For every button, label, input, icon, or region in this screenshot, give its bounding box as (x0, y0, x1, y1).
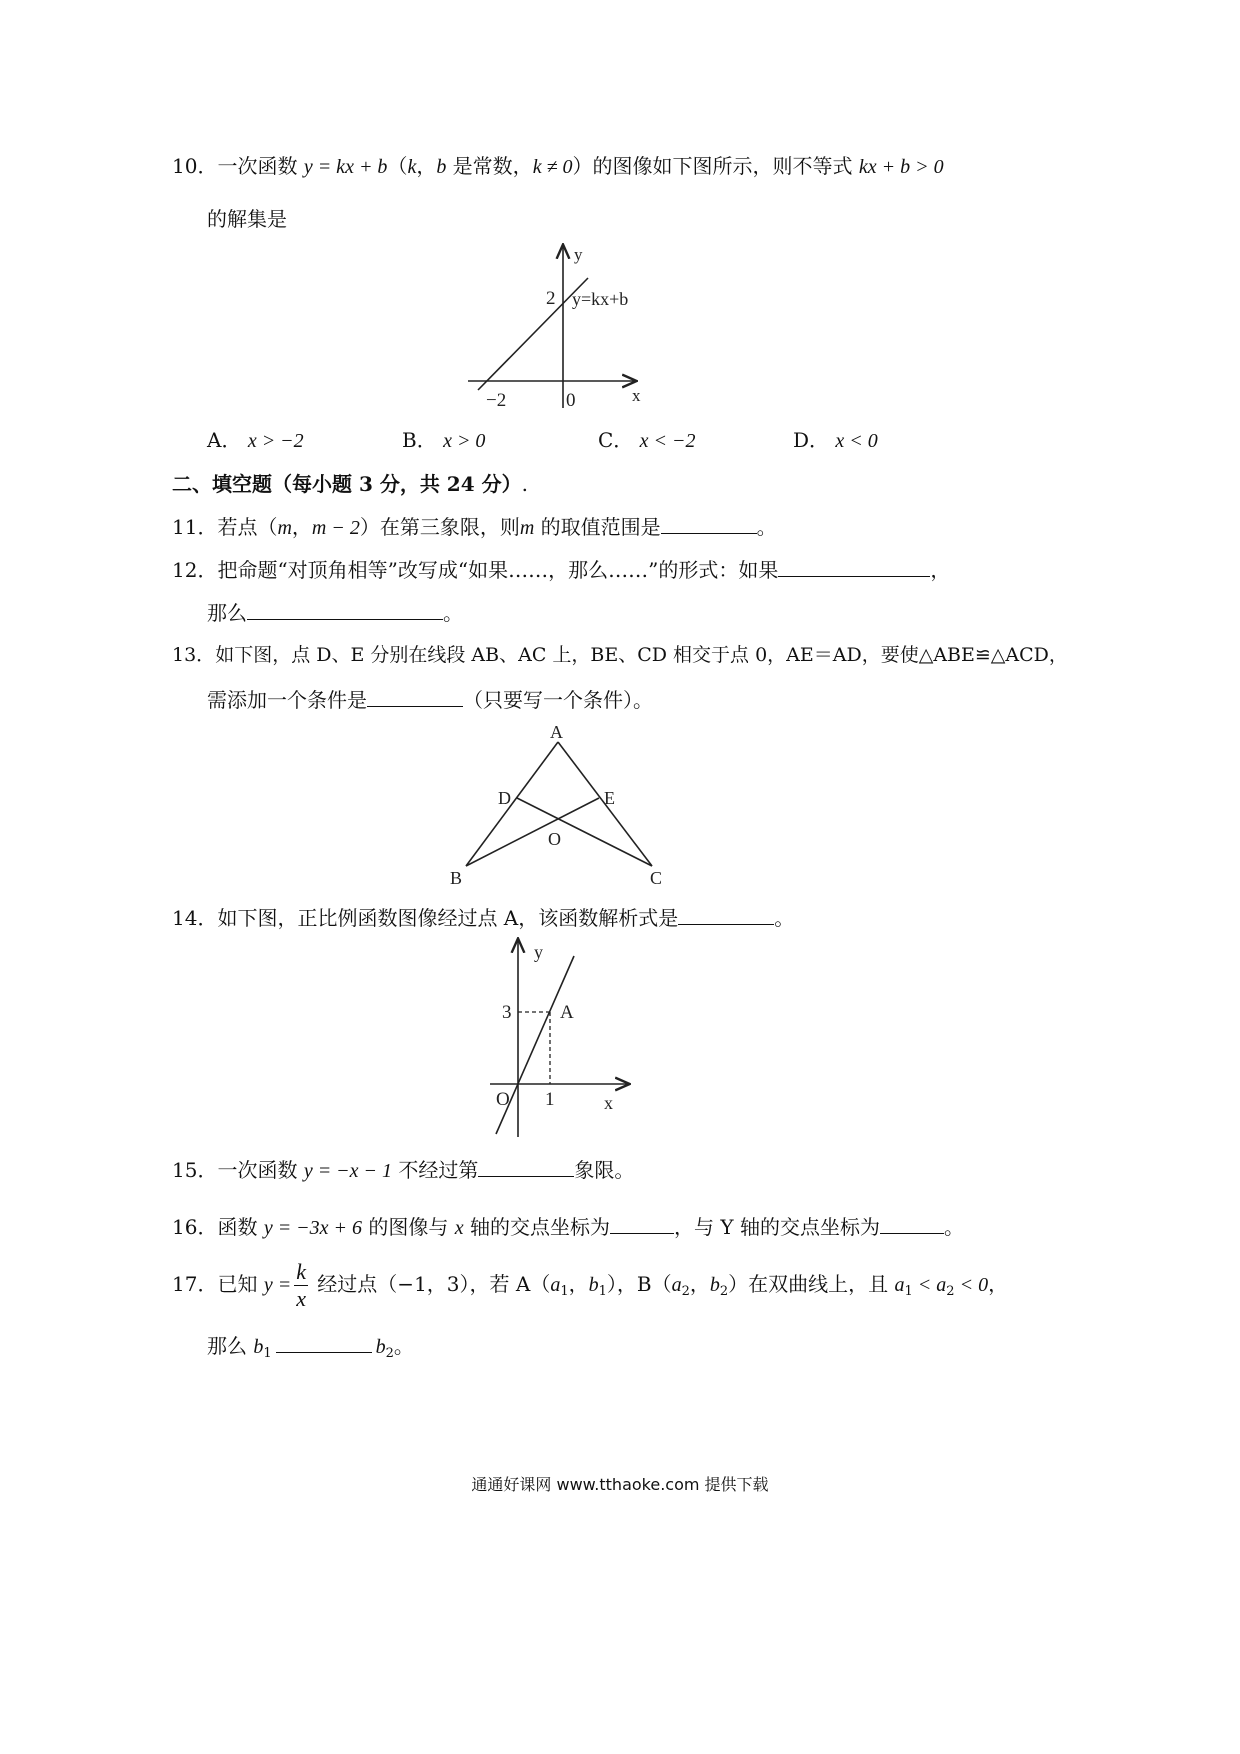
answer-blank-x[interactable] (610, 1213, 674, 1234)
line-label: y=kx+b (572, 289, 629, 309)
page-footer: 通通好课网 www.tthaoke.com 提供下载 (471, 1475, 769, 1494)
label-a: A (550, 722, 563, 742)
x-axis-label: x (632, 386, 641, 405)
answer-blank[interactable] (478, 1156, 574, 1177)
option-a: A． x > −2 (207, 428, 304, 452)
answer-blank[interactable] (247, 599, 443, 620)
y-axis-label: y (574, 245, 583, 264)
q13-line2: 需添加一个条件是 （只要写一个条件）。 (207, 688, 653, 712)
point-a-label: A (560, 1002, 574, 1023)
origin-label: 0 (566, 390, 576, 411)
q15: 15．一次函数 y = −x − 1 不经过第 象限。 (172, 1158, 635, 1182)
q17-line1: 17．已知 y = $\frac{k}{x}$ 经过点（−1，3），若 $A(a_1$，$b_1$），$B(a_2$，$b_2$）在双曲线上，且 $a_1 < a_2 < 0$， (172, 1259, 1009, 1311)
q10-line2: 的解集是 (207, 207, 287, 231)
answer-blank[interactable] (367, 686, 463, 707)
answer-blank[interactable] (661, 513, 757, 534)
fraction-k-over-x: $\frac{k}{x}$ (296, 1259, 306, 1311)
q13-triangle-figure (440, 718, 680, 890)
y-tick-label: 2 (546, 288, 556, 309)
y-tick-label: 3 (502, 1002, 512, 1023)
q14-graph (486, 932, 636, 1140)
option-b: B． x > 0 (402, 428, 486, 452)
option-c: C． x < −2 (598, 428, 696, 452)
answer-blank[interactable] (778, 556, 930, 577)
q12-line2: 那么 。 (207, 601, 463, 625)
origin-label: O (496, 1089, 510, 1110)
q12-line1: 12．把命题“对顶角相等”改写成“如果……，那么……”的形式：如果 ， (172, 558, 951, 582)
option-d: D． x < 0 (793, 428, 878, 452)
label-d: D (498, 788, 511, 808)
x-tick-label: 1 (545, 1089, 555, 1110)
x-axis-label: x (604, 1093, 613, 1113)
x-tick-label: −2 (486, 390, 507, 411)
answer-blank-y[interactable] (880, 1213, 944, 1234)
q16: 16．函数 y = −3x + 6 的图像与 x 轴的交点坐标为 ，与 Y 轴的交点坐标为 。 (172, 1215, 964, 1239)
q17-line2: 那么 $b_1$ $b_2$。 (207, 1334, 414, 1361)
q14: 14．如下图，正比例函数图像经过点 A，该函数解析式是 。 (172, 906, 795, 930)
label-o: O (548, 829, 561, 849)
y-axis-label: y (534, 942, 543, 962)
section-title: 二、填空题（每小题 3 分，共 24 分）. (172, 472, 528, 496)
q10-line1: 10．一次函数 y = kx + b（k，b 是常数，k ≠ 0）的图像如下图所示，则不等式 kx + b > 0 (172, 154, 944, 178)
label-c: C (650, 868, 663, 888)
label-b: B (450, 868, 463, 888)
answer-blank[interactable] (276, 1332, 372, 1353)
label-e: E (604, 788, 615, 808)
answer-blank[interactable] (678, 904, 774, 925)
q13-line1: 13．如下图，点 D、E 分别在线段 AB、AC 上，BE、CD 相交于点 0，AE＝AD，要使△ABE≌△ACD， (172, 644, 1068, 666)
q11: 11．若点（m，m − 2）在第三象限，则m 的取值范围是 。 (172, 515, 777, 539)
q10-graph (460, 238, 660, 413)
